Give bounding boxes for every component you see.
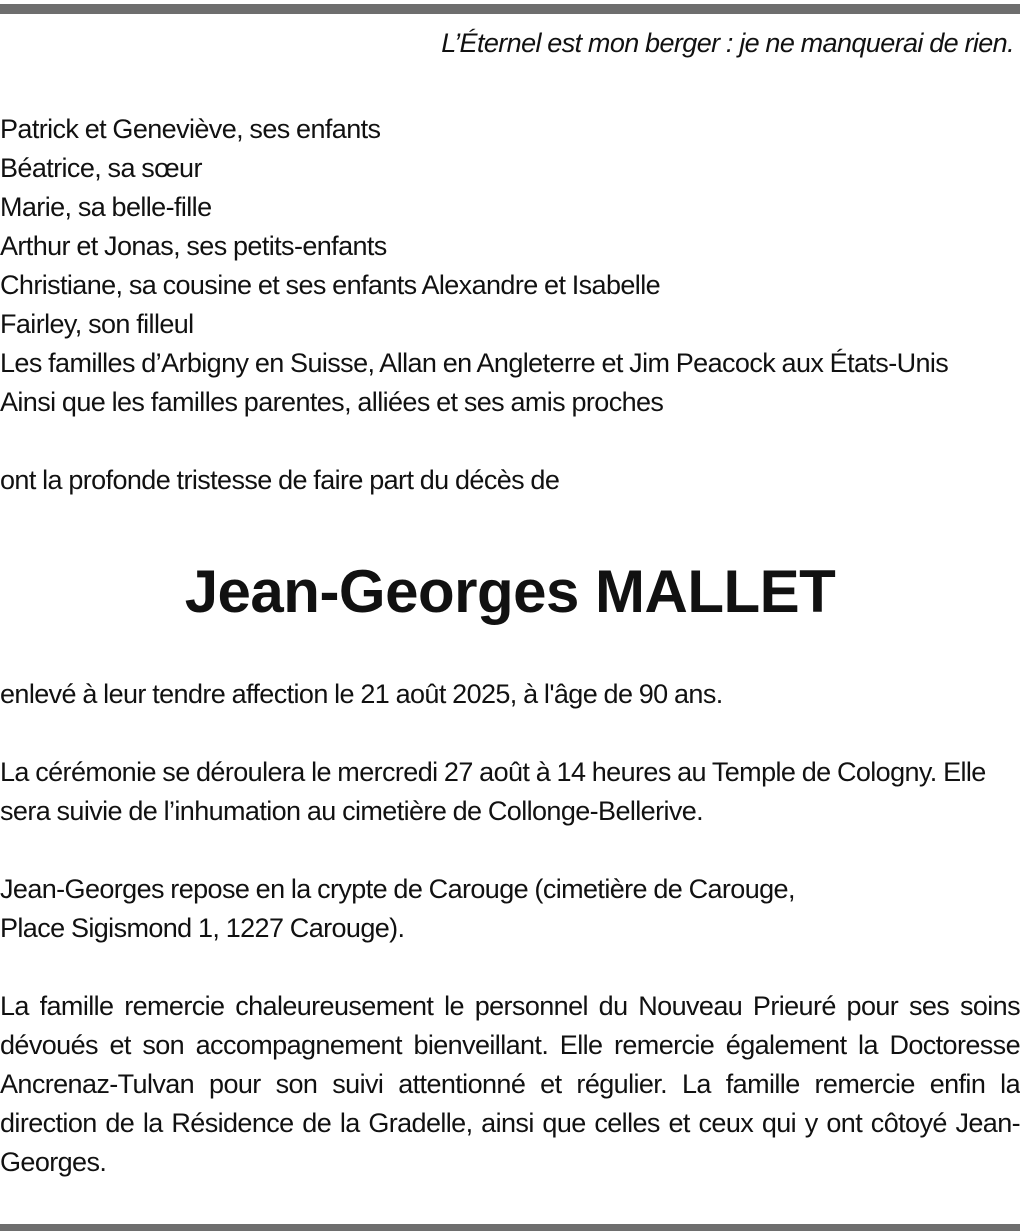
- obituary-notice: [0, 24, 1020, 1182]
- bottom-rule: [0, 1224, 1020, 1231]
- mourner-line: Christiane, sa cousine et ses enfants Alexandre et Isabelle: [0, 270, 661, 300]
- mourner-line: Arthur et Jonas, ses petits-enfants: [0, 231, 387, 261]
- announcement: ont la profonde tristesse de faire part du décès de: [0, 465, 560, 495]
- mourner-line: Fairley, son filleul: [0, 309, 194, 339]
- ceremony-details: La cérémonie se déroulera le mercredi 27 août à 14 heures au Temple de Cologny. Elle sera suivie de l’inhumation au cimetière de Collonge-Bellerive.: [0, 757, 986, 826]
- death-statement: enlevé à leur tendre affection le 21 août 2025, à l'âge de 90 ans.: [0, 679, 723, 709]
- resting-place-line: Jean-Georges repose en la crypte de Carouge (cimetière de Carouge,: [0, 874, 795, 904]
- mourners-list: [0, 110, 1020, 422]
- resting-place-line: Place Sigismond 1, 1227 Carouge).: [0, 913, 405, 943]
- mourner-line: Béatrice, sa sœur: [0, 153, 202, 183]
- mourner-line: Patrick et Geneviève, ses enfants: [0, 114, 381, 144]
- deceased-name: Jean-Georges MALLET: [184, 558, 836, 625]
- mourner-line: Les familles d’Arbigny en Suisse, Allan en Angleterre et Jim Peacock aux États-Unis: [0, 348, 949, 378]
- top-rule: [0, 4, 1020, 14]
- acknowledgements: La famille remercie chaleureusement le personnel du Nouveau Prieuré pour ses soins dévoués et son accompagnement bienveillant. Elle remercie également la Doctoresse Ancrenaz-Tulvan pour son suivi attentionné et régulier. La famille remercie enfin la direction de la Résidence de la Gradelle, ainsi que celles et ceux qui y ont côtoyé Jean-Georges.: [0, 991, 1020, 1177]
- mourner-line: Ainsi que les familles parentes, alliées et ses amis proches: [0, 387, 664, 417]
- mourner-line: Marie, sa belle-fille: [0, 192, 212, 222]
- bible-verse: L’Éternel est mon berger : je ne manquerai de rien.: [441, 28, 1014, 58]
- resting-place: [0, 870, 1020, 948]
